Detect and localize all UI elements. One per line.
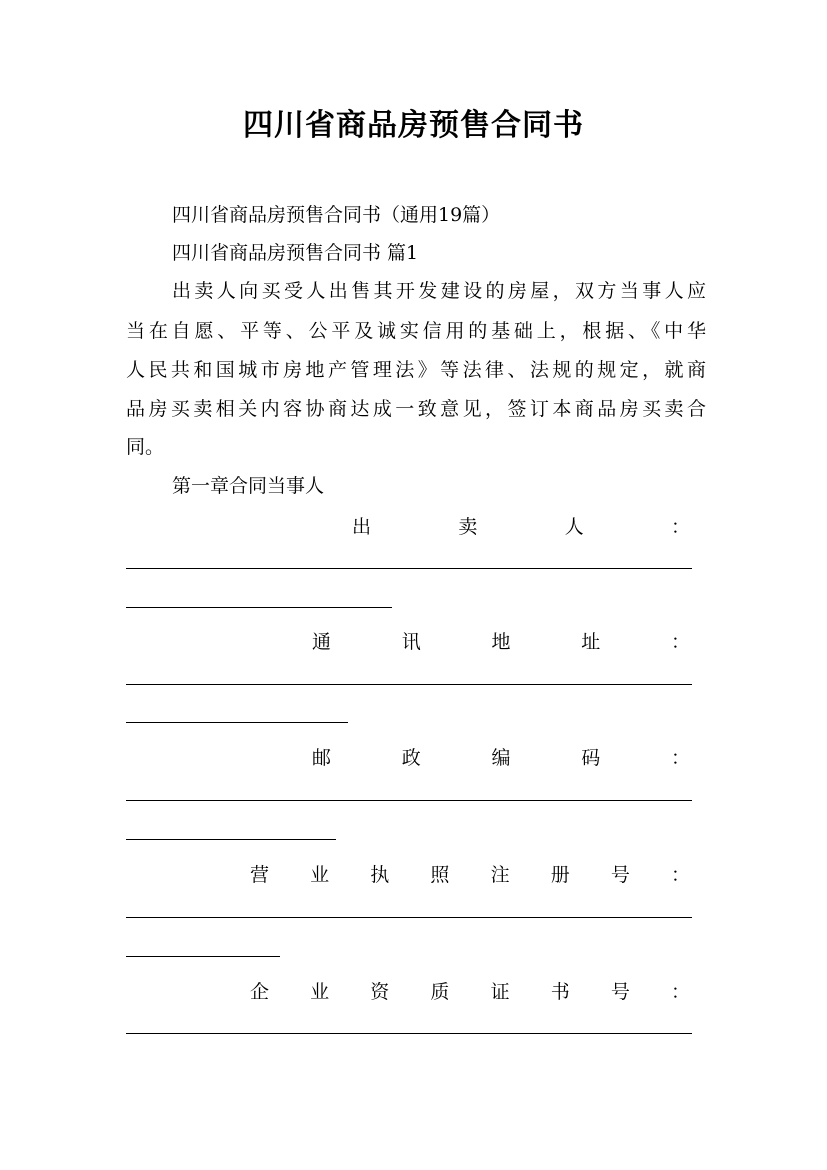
blank-line [126,917,692,918]
paragraph-line: 出卖人向买受人出售其开发建设的房屋，双方当事人应 [172,280,706,302]
field-char: 业 [310,981,330,1003]
blank-line [126,1033,692,1034]
intro-line: 四川省商品房预售合同书（通用19篇） [172,204,501,226]
field-char: 编 [491,747,511,769]
field-char: 注 [490,864,510,886]
field-char: 号 [610,981,630,1003]
paragraph-line: 当在自愿、平等、公平及诚实信用的基础上，根据、《中华 [126,320,706,342]
field-char: 邮 [312,747,332,769]
blank-line [126,839,336,840]
field-char: 证 [490,981,510,1003]
field-colon: ： [670,631,690,653]
field-char: 讯 [401,631,421,653]
field-business-license [126,860,690,887]
field-char: 出 [352,516,372,538]
field-char: 号 [610,864,630,886]
field-colon: ： [670,747,690,769]
field-char: 营 [250,864,270,886]
field-char: 址 [581,631,601,653]
paragraph-line: 品房买卖相关内容协商达成一致意见，签订本商品房买卖合 [126,398,706,420]
section-line: 四川省商品房预售合同书 篇1 [172,242,419,264]
field-char: 质 [430,981,450,1003]
field-char: 卖 [458,516,478,538]
paragraph-line: 同。 [126,436,165,458]
field-qualification-cert [126,977,690,1004]
blank-line [126,800,692,801]
field-char: 执 [370,864,390,886]
blank-line [126,684,692,685]
field-colon: ： [670,864,690,886]
field-char: 码 [581,747,601,769]
document-title: 四川省商品房预售合同书 [243,108,584,143]
field-char: 地 [491,631,511,653]
blank-line [126,722,348,723]
field-char: 人 [564,516,584,538]
field-postcode [126,743,690,770]
field-colon: ： [670,981,690,1003]
blank-line [126,568,692,569]
field-char: 照 [430,864,450,886]
field-char: 企 [250,981,270,1003]
blank-line [126,956,280,957]
chapter-heading: 第一章合同当事人 [172,475,325,497]
field-seller [126,512,690,539]
field-char: 业 [310,864,330,886]
field-address [126,627,690,654]
field-colon: ： [670,516,690,538]
field-char: 资 [370,981,390,1003]
field-char: 册 [550,864,570,886]
field-char: 政 [401,747,421,769]
paragraph-line: 人民共和国城市房地产管理法》等法律、法规的规定，就商 [126,359,706,381]
field-char: 书 [550,981,570,1003]
field-char: 通 [312,631,332,653]
blank-line [126,607,392,608]
